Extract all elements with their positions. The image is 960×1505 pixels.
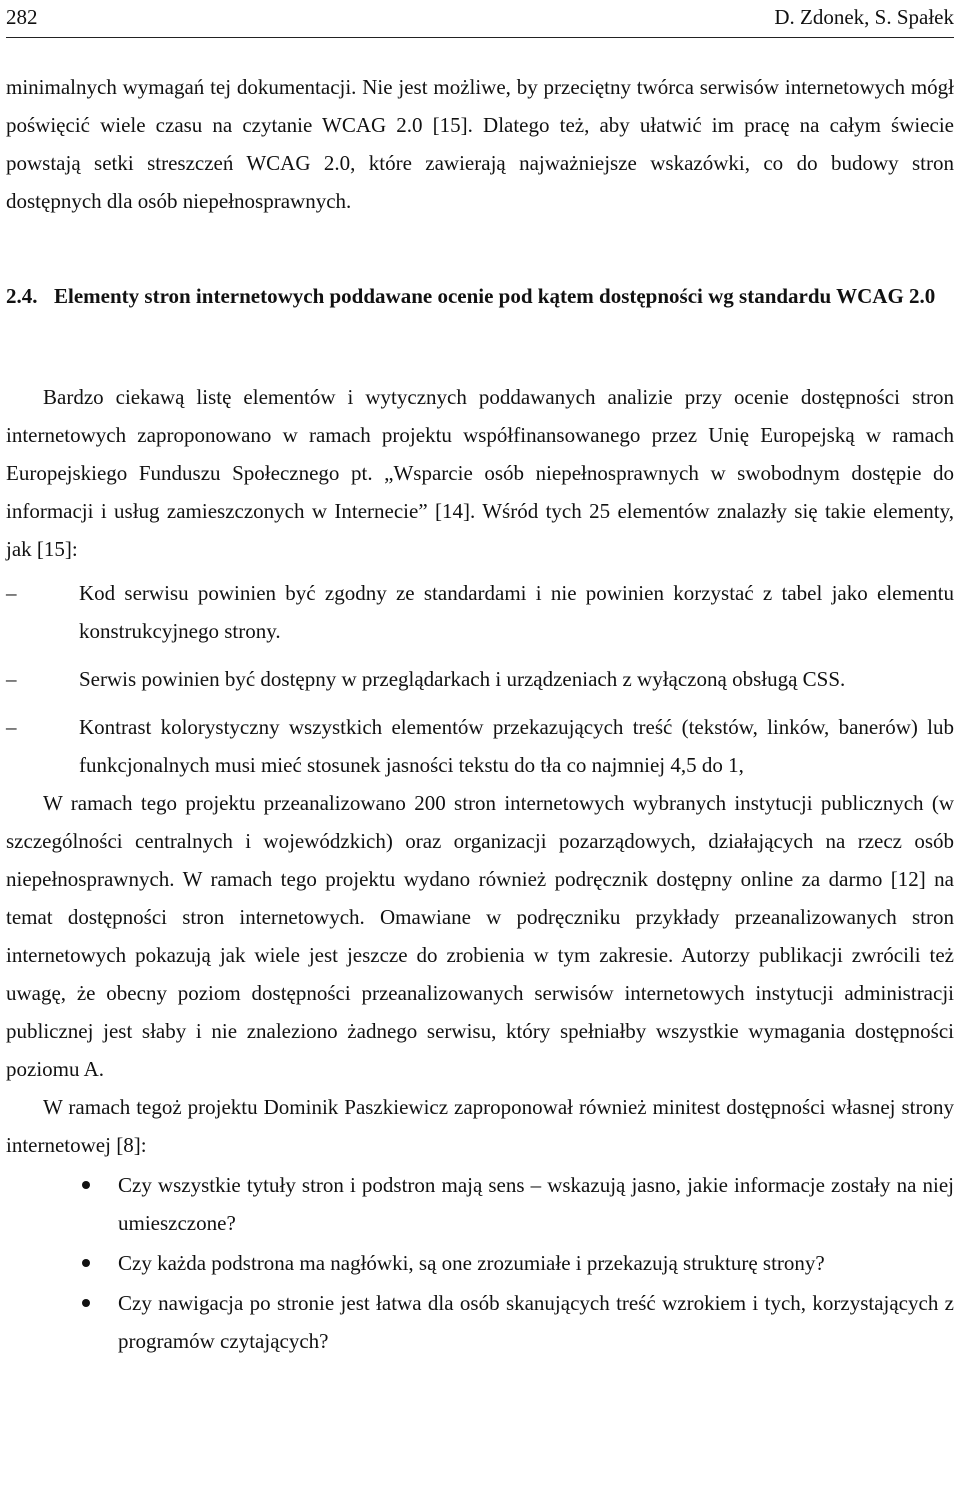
running-header-authors: D. Zdonek, S. Spałek — [774, 5, 954, 29]
bullet-dot-icon — [82, 1259, 90, 1267]
list-item-text: Czy nawigacja po stronie jest łatwa dla osób skanujących treść wzrokiem i tych, korzystających z programów czytających? — [118, 1291, 954, 1353]
dash-list — [6, 574, 954, 784]
list-item — [6, 1284, 954, 1360]
header-divider — [6, 37, 954, 38]
page-number: 282 — [6, 5, 38, 29]
paragraph-2: W ramach tego projektu przeanalizowano 200 stron internetowych wybranych instytucji publicznych (w szczególności centralnych i wojewódzkich) oraz organizacji pozarządowych, działających na rzecz osób niepełnosprawnych. W ramach tego projektu wydano również podręcznik dostępny online za darmo [12] na temat dostępności stron internetowych. Omawiane w podręczniku przykłady przeanalizowanych stron internetowych pokazują jak wiele jest jeszcze do zrobienia w tym zakresie. Autorzy publikacji zwrócili też uwagę, że obecny poziom dostępności przeanalizowanych serwisów internetowych instytucji administracji publicznej jest słaby i nie znaleziono żadnego serwisu, który spełniałby wszystkie wymagania dostępności poziomu A. — [6, 791, 954, 1081]
list-item — [6, 1244, 954, 1282]
section-number: 2.4. — [6, 284, 38, 308]
list-item-text: Serwis powinien być dostępny w przeglądarkach i urządzeniach z wyłączoną obsługą CSS. — [79, 667, 846, 691]
dash-marker: – — [6, 667, 17, 691]
list-item-text: Kod serwisu powinien być zgodny ze standardami i nie powinien korzystać z tabel jako elementu konstrukcyjnego strony. — [79, 581, 954, 643]
list-item — [6, 574, 954, 650]
list-item — [6, 1166, 954, 1242]
bullet-list — [6, 1166, 954, 1360]
section-heading — [6, 282, 954, 310]
list-item-text: Czy każda podstrona ma nagłówki, są one zrozumiałe i przekazują strukturę strony? — [118, 1251, 825, 1275]
section-title: Elementy stron internetowych poddawane ocenie pod kątem dostępności wg standardu WCAG 2.0 — [54, 284, 936, 308]
dash-marker: – — [6, 581, 17, 605]
page-header — [6, 2, 954, 32]
intro-paragraph: minimalnych wymagań tej dokumentacji. Nie jest możliwe, by przeciętny twórca serwisów internetowych mógł poświęcić wiele czasu na czytanie WCAG 2.0 [15]. Dlatego też, aby ułatwić im pracę na całym świecie powstają setki streszczeń WCAG 2.0, które zawierają najważniejsze wskazówki, co do budowy stron dostępnych dla osób niepełnosprawnych. — [6, 75, 954, 213]
bullet-dot-icon — [82, 1299, 90, 1307]
body-block — [6, 378, 954, 1362]
paragraph-1: Bardzo ciekawą listę elementów i wytycznych poddawanych analizie przy ocenie dostępności stron internetowych zaproponowano w ramach projektu współfinansowanego przez Unię Europejską w ramach Europejskiego Funduszu Społecznego pt. „Wsparcie osób niepełnosprawnych w swobodnym dostępie do informacji i usług zamieszczonych w Internecie” [14]. Wśród tych 25 elementów znalazły się takie elementy, jak [15]: — [6, 385, 954, 561]
list-item — [6, 660, 954, 698]
paragraph-3: W ramach tegoż projektu Dominik Paszkiewicz zaproponował również minitest dostępności własnej strony internetowej [8]: — [6, 1095, 954, 1157]
dash-marker: – — [6, 715, 17, 739]
bullet-dot-icon — [82, 1181, 90, 1189]
list-item-text: Kontrast kolorystyczny wszystkich elementów przekazujących treść (tekstów, linków, banerów) lub funkcjonalnych musi mieć stosunek jasności tekstu do tła co najmniej 4,5 do 1, — [79, 715, 954, 777]
intro-paragraph-block — [6, 68, 954, 220]
list-item — [6, 708, 954, 784]
list-item-text: Czy wszystkie tytuły stron i podstron mają sens – wskazują jasno, jakie informacje zostały na niej umieszczone? — [118, 1173, 954, 1235]
